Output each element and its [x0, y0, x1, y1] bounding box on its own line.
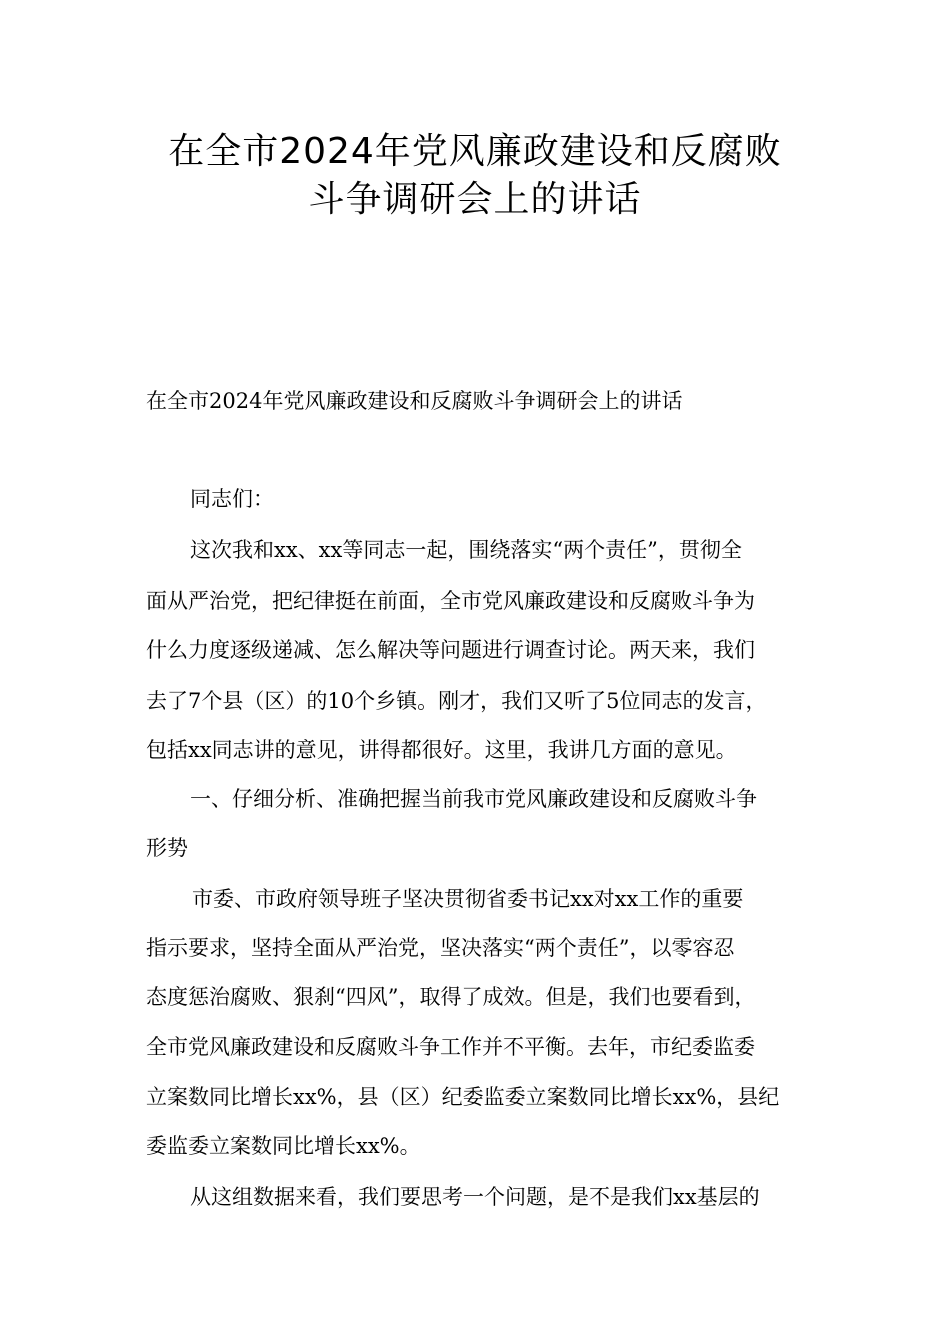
paragraph-line: 去了7个县（区）的10个乡镇。刚才，我们又听了5位同志的发言， [146, 689, 767, 713]
title-line: 斗争调研会上的讲话 [308, 179, 642, 220]
paragraph-line: 态度惩治腐败、狠刹“四风”，取得了成效。但是，我们也要看到， [146, 985, 756, 1009]
paragraph-line: 全市党风廉政建设和反腐败斗争工作并不平衡。去年，市纪委监委 [146, 1035, 755, 1059]
paragraph-line: 市委、市政府领导班子坚决贯彻省委书记xx对xx工作的重要 [192, 887, 744, 911]
paragraph-line: 什么力度逐级递减、怎么解决等问题进行调查讨论。两天来，我们 [146, 638, 755, 662]
document-subtitle: 在全市2024年党风廉政建设和反腐败斗争调研会上的讲话 [146, 389, 683, 413]
section-heading-line: 一、仔细分析、准确把握当前我市党风廉政建设和反腐败斗争 [190, 787, 757, 811]
paragraph-line: 这次我和xx、xx等同志一起，围绕落实“两个责任”，贯彻全 [190, 538, 742, 562]
paragraph-line: 包括xx同志讲的意见，讲得都很好。这里，我讲几方面的意见。 [146, 738, 737, 762]
paragraph-line: 立案数同比增长xx%，县（区）纪委监委立案数同比增长xx%，县纪 [146, 1085, 780, 1109]
paragraph-line: 指示要求，坚持全面从严治党，坚决落实“两个责任”，以零容忍 [146, 936, 735, 960]
paragraph-line: 从这组数据来看，我们要思考一个问题，是不是我们xx基层的 [190, 1185, 760, 1209]
title-line: 在全市2024年党风廉政建设和反腐败 [168, 131, 782, 172]
paragraph-line: 委监委立案数同比增长xx%。 [146, 1134, 421, 1158]
section-heading-line: 形势 [146, 836, 188, 860]
document-title [0, 128, 950, 224]
salutation: 同志们： [190, 487, 274, 511]
paragraph-line: 面从严治党，把纪律挺在前面，全市党风廉政建设和反腐败斗争为 [146, 589, 755, 613]
